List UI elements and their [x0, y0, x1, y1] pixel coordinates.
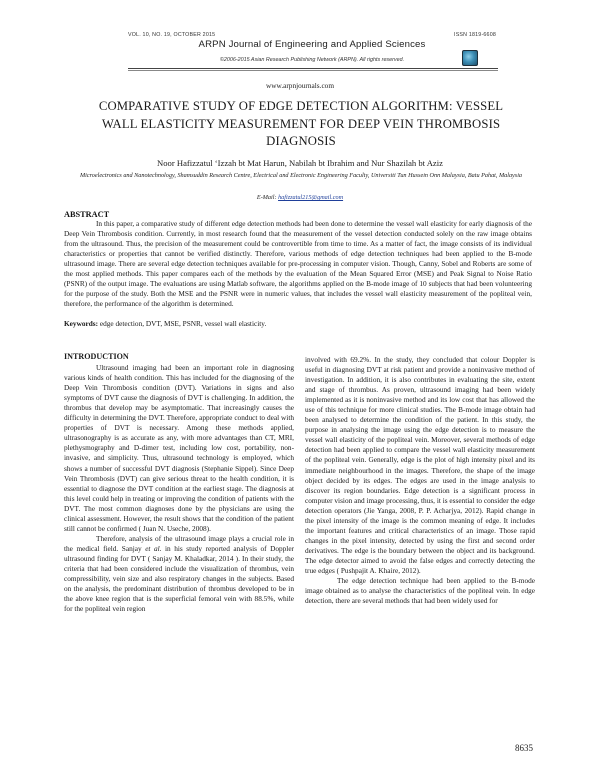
introduction-heading: INTRODUCTION — [64, 352, 129, 361]
paper-affiliation: Microelectronics and Nanotechnology, Shamsuddin Research Centre, Electrical and Electronic Engineering Faculty, Universiti Tun Hussein Onn Malaysia, Batu Pahat, Malaysia — [79, 172, 523, 179]
contact-email-line — [0, 194, 600, 201]
intro-p2-etal: et al. — [145, 543, 162, 553]
journal-website[interactable]: www.arpnjournals.com — [265, 81, 335, 90]
journal-name: ARPN Journal of Engineering and Applied Sciences — [198, 39, 426, 50]
issn: ISSN 1819-6608 — [454, 32, 496, 38]
paper-authors: Noor Hafizzatul ‘Izzah bt Mat Harun, Nabilah bt Ibrahim and Nur Shazilah bt Aziz — [157, 158, 443, 168]
journal-meta-line — [128, 32, 496, 38]
intro-paragraph-2-continued: involved with 69.2%. In the study, they concluded that colour Doppler is useful in diagnosing DVT at risk patient and provide a noninvasive method of investigation. In addition, it is also contributes in evaluating the site, extent and stage of thrombus. As proven, ultrasound imaging had been widely implemented as it is noninvasive method and its low cost that has allowed the use of this technique for more clinical studies. The B-mode image obtain had been analysed to determine the condition of the patient. In this study, the purpose in analysing the image using the edge detection is to measure the vessel wall elasticity of the popliteal vein. Moreover, several methods of edge detection had been applied to compare the vessel wall elasticity measurement of the popliteal vein. Generally, edge is the plot of high intensity pixel and its immediate neighbourhood in the images. Therefore, the shape of the image object decided by its edges. The edges are used in the image analysis to discover its region boundaries. Edge detection is a significant process in computer vision and image processing, thus, it is essential to consider the edge detection operators (Jie Yanga, 2008, P. P. Acharjya, 2012). Rapid change in the pixel intensity of the image is the common meaning of edge. It includes the important features and critical characteristics of an image. Those rapid changes in the pixel intensity, detected by using the first and second order derivatives. The edge is the boundary between the object and its background. The edge detector aimed to avoid the false edges and correctly detecting the true edges ( Pushpajit A. Khaire, 2012). — [305, 355, 535, 575]
email-link[interactable]: hafizzatul215@gmail.com — [278, 194, 344, 201]
paper-title: COMPARATIVE STUDY OF EDGE DETECTION ALGORITHM: VESSEL WALL ELASTICITY MEASUREMENT FOR DEEP VEIN THROMBOSIS DIAGNOSIS — [98, 99, 504, 149]
keywords-line — [64, 319, 532, 328]
intro-p2-rest: in his study reported analysis of Doppler ultrasound finding for DVT ( Sanjay M. Khaladkar, 2014 ). In their study, the criteria that had been considered include the visualization of thrombus, vein compressibility, vein size and also respiratory changes in the subjects. Based on the analysis, the predominant distribution of thrombus developed to be in the above knee region that is the superficial femoral vein with 88.5%, while for the popliteal vein region — [64, 543, 294, 614]
email-label: E-Mail: — [256, 194, 279, 201]
intro-paragraph-1: Ultrasound imaging had been an important role in diagnosing various kinds of health condition. This has included for the diagnosing of the Deep Vein Thrombosis condition (DVT). Variations in signs and also symptoms of DVT cause the diagnosis of DVT is challenging. In addition, the thrombus that develop may be asymptomatic. That increasingly causes the difficulty in determining the DVT. Therefore, appropriate conduct to deal with properties of DVT is necessary. Among these methods applied, ultrasonography is as accurate as any, with more advantages than CT, MRI, plethysmography and D-dimer test, including low cost, portability, non-invasive, and simplicity. Thus, ultrasound technology is employed, which shows a number of successful DVT diagnosis (Stephanie Sippel). Since Deep Vein Thrombosis (DVT) can give serious threat to the health condition, it is essential to diagnose the DVT condition at the earliest stage. The diagnosis at this level could help in treating or improving the condition of patients with the DVT. The most common diagnoses done by the physicians are using the clinical assessment. However, the result shows that the condition of the patient still cannot be confirmed ( Juan N. Useche, 2008). — [64, 363, 294, 533]
body-column-left — [64, 352, 294, 614]
header-divider — [128, 68, 498, 69]
intro-paragraph-2 — [64, 534, 294, 614]
keywords-list: edge detection, DVT, MSE, PSNR, vessel wall elasticity. — [98, 319, 267, 328]
page-number: 8635 — [515, 743, 533, 753]
keywords-label: Keywords: — [64, 319, 99, 328]
body-column-right — [305, 355, 535, 606]
abstract-heading: ABSTRACT — [64, 210, 110, 219]
intro-paragraph-3: The edge detection technique had been applied to the B-mode image obtained as to analyse the characteristics of the popliteal vein. In edge detection, there are several methods that had been widely used for — [305, 576, 535, 606]
copyright-line: ©2006-2015 Asian Research Publishing Network (ARPN). All rights reserved. — [219, 57, 405, 63]
volume-info: VOL. 10, NO. 19, OCTOBER 2015 — [128, 32, 216, 38]
intro-p2-start: Therefore, analysis of the ultrasound image plays a crucial role in the medical field. Sanjay — [64, 533, 294, 553]
header-divider-thin — [128, 70, 498, 71]
abstract-text: In this paper, a comparative study of different edge detection methods had been done to determine the vessel wall elasticity for early diagnosis of the Deep Vein Thrombosis condition. Currently, in most research found that the measurement of the vessel detection conducted solely on the raw image obtains from the ultrasound. Thus, the precision of the measurement could be controvertible from time to time. As a matter of fact, the image consists of its individual characteristics or properties that cannot be verified distinctly. Therefore, various methods of edge detection techniques had been applied to the B-mode ultrasound image. There are several edge detection techniques available for pre-processing in computer vision. Though, Canny, Sobel and Roberts are some of the most applied methods. This paper compares each of the methods by the evaluation of the Mean Squared Error (MSE) and Peak Signal to Noise Ratio (PSNR) of the output image. The evaluations are using Matlab software, the algorithms applied on the B-mode image of 10 subjects that had been volunteering for the purpose of the study. Both the MSE and the PSNR were in numeric values, that includes the vessel wall elasticity measurement of the popliteal vein, therefore, the performance of the algorithm is determined. — [64, 219, 532, 309]
